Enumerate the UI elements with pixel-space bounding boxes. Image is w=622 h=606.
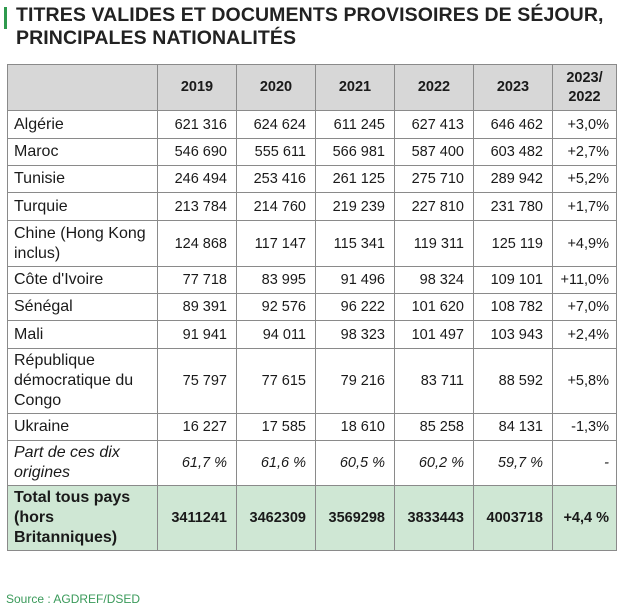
table-cell: 94 011: [237, 321, 316, 349]
table-cell: 60,2 %: [395, 441, 474, 486]
table-cell: 646 462: [474, 111, 553, 139]
residence-permits-table: [7, 64, 617, 551]
table-cell: 88 592: [474, 349, 553, 414]
table-cell: 246 494: [158, 166, 237, 193]
table-cell: 213 784: [158, 193, 237, 221]
column-header: 2023: [474, 65, 553, 111]
table-cell: 3462309: [237, 486, 316, 551]
table-cell: 219 239: [316, 193, 395, 221]
table-row: [8, 166, 617, 193]
header-row: [8, 65, 617, 111]
table-cell: 77 615: [237, 349, 316, 414]
table-cell: +5,8%: [553, 349, 617, 414]
table-cell: +7,0%: [553, 294, 617, 321]
table-cell: 75 797: [158, 349, 237, 414]
table-cell: 621 316: [158, 111, 237, 139]
table-cell: 108 782: [474, 294, 553, 321]
row-label: Part de ces dix origines: [8, 441, 158, 486]
table-cell: +4,9%: [553, 221, 617, 267]
table-cell: 61,6 %: [237, 441, 316, 486]
table-cell: 227 810: [395, 193, 474, 221]
row-label: Ukraine: [8, 414, 158, 441]
table-cell: +4,4 %: [553, 486, 617, 551]
table-cell: 59,7 %: [474, 441, 553, 486]
table-cell: 261 125: [316, 166, 395, 193]
share-row: [8, 441, 617, 486]
table-cell: 119 311: [395, 221, 474, 267]
table-cell: 98 323: [316, 321, 395, 349]
column-header: 2022: [395, 65, 474, 111]
row-label: Algérie: [8, 111, 158, 139]
table-cell: 103 943: [474, 321, 553, 349]
table-cell: -1,3%: [553, 414, 617, 441]
table-cell: +2,7%: [553, 139, 617, 166]
row-label: Sénégal: [8, 294, 158, 321]
table-cell: 603 482: [474, 139, 553, 166]
row-label: Tunisie: [8, 166, 158, 193]
table-cell: 214 760: [237, 193, 316, 221]
column-header: 2019: [158, 65, 237, 111]
column-header: 2021: [316, 65, 395, 111]
table-cell: 124 868: [158, 221, 237, 267]
table-cell: 3411241: [158, 486, 237, 551]
table-cell: 16 227: [158, 414, 237, 441]
table-cell: 91 496: [316, 267, 395, 294]
table-cell: 60,5 %: [316, 441, 395, 486]
row-label: Turquie: [8, 193, 158, 221]
table-cell: 275 710: [395, 166, 474, 193]
table-cell: 3569298: [316, 486, 395, 551]
table-cell: 101 620: [395, 294, 474, 321]
table-cell: 96 222: [316, 294, 395, 321]
table-cell: 289 942: [474, 166, 553, 193]
table-row: [8, 414, 617, 441]
table-cell: 587 400: [395, 139, 474, 166]
row-label: Chine (Hong Kong inclus): [8, 221, 158, 267]
table-title-block: [4, 4, 616, 54]
table-cell: 231 780: [474, 193, 553, 221]
column-header: 2023/ 2022: [553, 65, 617, 111]
table-cell: 4003718: [474, 486, 553, 551]
table-cell: 627 413: [395, 111, 474, 139]
table-cell: +3,0%: [553, 111, 617, 139]
row-label: Total tous pays (hors Britanniques): [8, 486, 158, 551]
table-row: [8, 321, 617, 349]
table-cell: 91 941: [158, 321, 237, 349]
table-cell: 546 690: [158, 139, 237, 166]
table-row: [8, 349, 617, 414]
row-label: Côte d'Ivoire: [8, 267, 158, 294]
table-row: [8, 294, 617, 321]
table-row: [8, 267, 617, 294]
table-cell: +11,0%: [553, 267, 617, 294]
table-title: TITRES VALIDES ET DOCUMENTS PROVISOIRES DE SÉJOUR, PRINCIPALES NATIONALITÉS: [16, 4, 604, 49]
source-note: Source : AGDREF/DSED: [6, 592, 141, 606]
row-label: Maroc: [8, 139, 158, 166]
table-row: [8, 193, 617, 221]
table-cell: 115 341: [316, 221, 395, 267]
table-cell: +1,7%: [553, 193, 617, 221]
table-cell: 61,7 %: [158, 441, 237, 486]
row-label: Mali: [8, 321, 158, 349]
table-cell: +2,4%: [553, 321, 617, 349]
table-cell: 83 995: [237, 267, 316, 294]
table-cell: 555 611: [237, 139, 316, 166]
table-cell: -: [553, 441, 617, 486]
table-cell: 89 391: [158, 294, 237, 321]
table-cell: 3833443: [395, 486, 474, 551]
table-cell: 125 119: [474, 221, 553, 267]
table-cell: 611 245: [316, 111, 395, 139]
table-cell: 566 981: [316, 139, 395, 166]
table-cell: 18 610: [316, 414, 395, 441]
table-cell: 79 216: [316, 349, 395, 414]
row-label: République démocratique du Congo: [8, 349, 158, 414]
total-row: [8, 486, 617, 551]
table-cell: 117 147: [237, 221, 316, 267]
title-accent-bar: [4, 7, 7, 29]
table-cell: 624 624: [237, 111, 316, 139]
table-cell: 98 324: [395, 267, 474, 294]
table-cell: 85 258: [395, 414, 474, 441]
column-header: 2020: [237, 65, 316, 111]
table-cell: 109 101: [474, 267, 553, 294]
table-cell: 101 497: [395, 321, 474, 349]
table-row: [8, 139, 617, 166]
table-cell: +5,2%: [553, 166, 617, 193]
header-corner-cell: [8, 65, 158, 111]
table-cell: 77 718: [158, 267, 237, 294]
table-cell: 83 711: [395, 349, 474, 414]
table-cell: 92 576: [237, 294, 316, 321]
table-row: [8, 221, 617, 267]
table-cell: 17 585: [237, 414, 316, 441]
table-row: [8, 111, 617, 139]
table-cell: 253 416: [237, 166, 316, 193]
table-cell: 84 131: [474, 414, 553, 441]
